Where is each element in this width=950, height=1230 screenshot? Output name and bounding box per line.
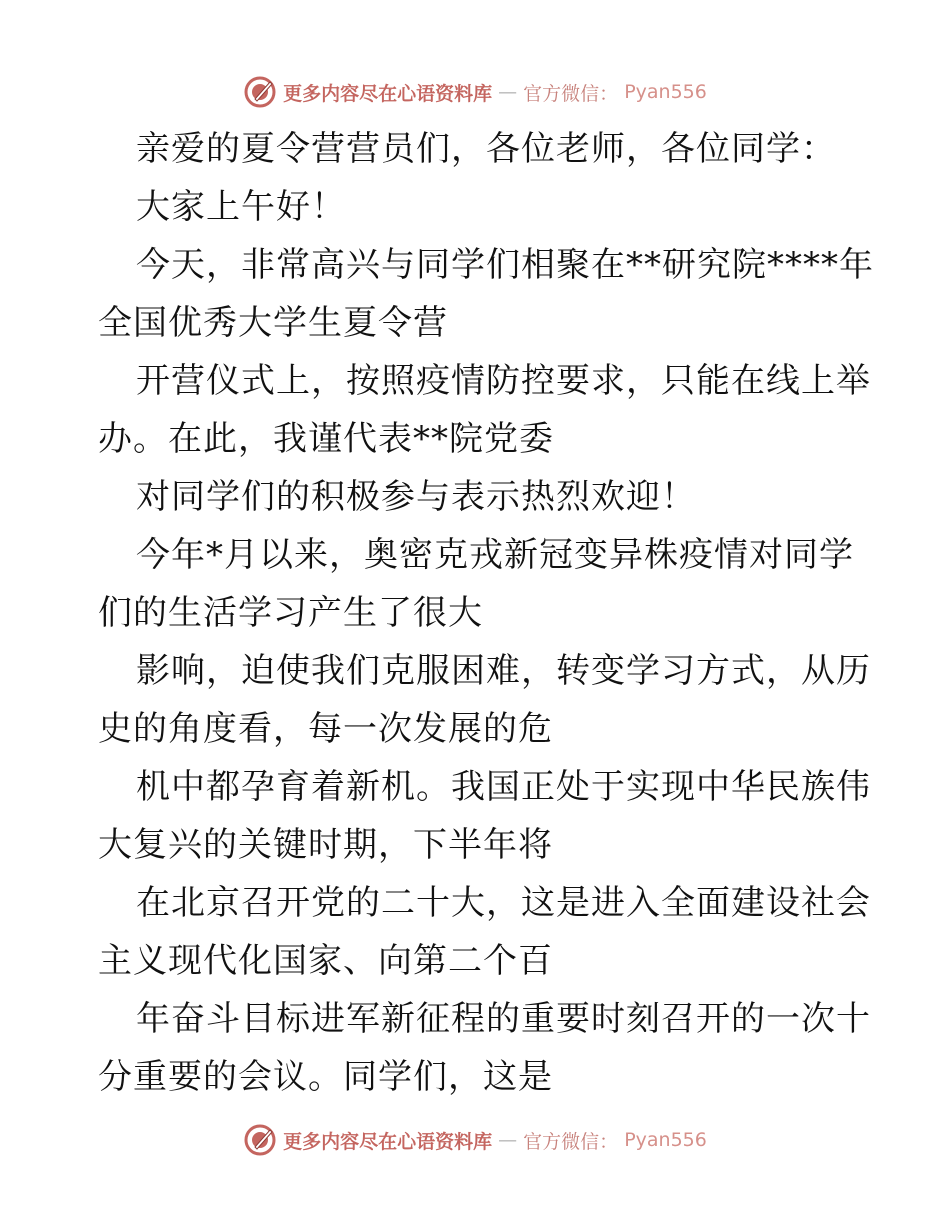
watermark-id: Pyan556 [624,1129,707,1151]
text-line: 全国优秀大学生夏令营 [98,303,448,343]
text-line: 开营仪式上，按照疫情防控要求，只能在线上举 [136,361,871,401]
pen-logo-icon [243,75,277,109]
text-line: 大复兴的关键时期，下半年将 [98,825,553,865]
text-line: 亲爱的夏令营营员们，各位老师，各位同学： [136,129,836,169]
text-line: 影响，迫使我们克服困难，转变学习方式，从历 [136,651,871,691]
document-body [98,120,874,1106]
watermark-label: 官方微信： [523,1130,619,1153]
watermark-id: Pyan556 [624,81,707,103]
text-line: 今年*月以来，奥密克戎新冠变异株疫情对同学 [136,535,854,575]
watermark-label: 官方微信： [523,82,619,105]
text-line: 主义现代化国家、向第二个百 [98,941,553,981]
text-line: 今天，非常高兴与同学们相聚在**研究院****年 [136,245,874,285]
watermark-brand: 更多内容尽在心语资料库 [283,82,493,105]
text-line: 史的角度看，每一次发展的危 [98,709,553,749]
text-line: 分重要的会议。同学们，这是 [98,1057,553,1097]
footer-watermark [0,1120,950,1160]
text-line: 们的生活学习产生了很大 [98,593,483,633]
text-line: 大家上午好！ [136,187,346,227]
watermark-separator: — [498,81,518,103]
pen-logo-icon [243,1123,277,1157]
watermark-brand: 更多内容尽在心语资料库 [283,1130,493,1153]
text-line: 机中都孕育着新机。我国正处于实现中华民族伟 [136,767,871,807]
text-line: 办。在此，我谨代表**院党委 [98,419,554,459]
header-watermark [0,72,950,112]
text-line: 在北京召开党的二十大，这是进入全面建设社会 [136,883,871,923]
watermark-separator: — [498,1129,518,1151]
text-line: 年奋斗目标进军新征程的重要时刻召开的一次十 [136,999,871,1039]
text-line: 对同学们的积极参与表示热烈欢迎！ [136,477,696,517]
